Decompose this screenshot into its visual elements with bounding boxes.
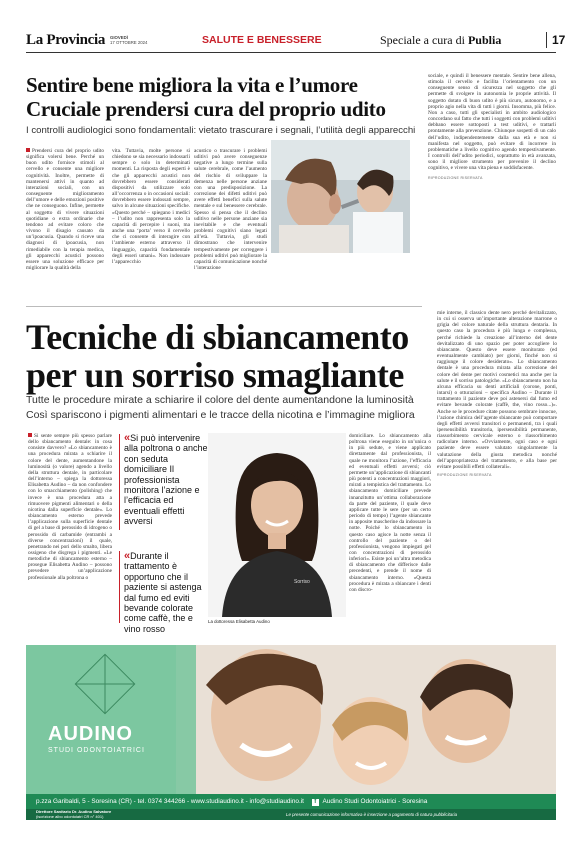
pull-quote-1 — [124, 433, 208, 527]
ad-social[interactable]: Audino Studi Odontoiatrici - Soresina — [322, 798, 428, 805]
hearing-exam-photo — [271, 140, 410, 253]
article1-column-1 — [26, 148, 104, 298]
ad-contact-bar — [26, 794, 556, 809]
section-title: SALUTE E BENESSERE — [202, 34, 322, 46]
article2-col4-text: mie interne, il classico dente nero perché devitalizzato, in cui si osserva un’importante alterazione marrone o grigia del colore naturale della struttura dentaria. In questo caso la procedura è più lunga e complessa, perché richiede la creazione all’interno del dente devitalizzato di uno spazio per poter accogliere lo sbiancante. Questo deve essere monitorato (ed eventualmente cambiato) per giorni, finché non si raggiunge il colore desiderato». Lo sbiancamento dentale è una procedura mirata alla correzione del colore del dente per motivi cosmetici ma anche per la salute e il sorriso patologiche. «Lo sbiancamento non ha alcuna efficacia su denti artificiali (corone, ponti, intarsi) o otturazioni – specifica Audino – Durante il trattamento il paziente deve poi astenersi dal fumo ed evitare bevande colorate (caffè, the, vino rosso...)». Anche se le procedure citate possono sembrare innocue, l’azione chimica dell’agente sbiancante può comportare degli effetti avversi transitori o permanenti, tra i quali ipersensibilità transitoria, ipersensibilità permanente, riassorbimento cervicale esterno o riassorbimento radicolare interno. «Ovviamente, ogni caso e ogni paziente deve essere valutato singolarmente la valutazione della giusta metodica nonché dell’appropriatezza del trattamento, e alla base per evitare possibili effetti collaterali». — [437, 310, 557, 470]
ad-contact[interactable]: p.zza Garibaldi, 5 - Soresina (CR) - tel. 0374 344266 - www.studiaudino.it - info@studiaudino.it — [36, 798, 304, 805]
article1-column-4 — [428, 73, 556, 303]
article1-column-3: acustico o trascurare i problemi uditivi può avere conseguenze negative a lungo termine sulla salute cerebrale, come l’aumento del rischio di sviluppare la demenza nelle persone anziane con una predisposizione. La correzione dei difetti uditivi può avere effetti benefici sulla salute mentale e sul benessere cerebrale. Spesso si pensa che il declino uditivo nelle persone anziane sia inevitabile e che eventuali problemi cognitivi siano legati all’età. Tuttavia, gli studi dimostrano che intervenire tempestivamente per correggere i problemi uditivi può migliorare la capacità di comunicazione nonché l’interazione — [194, 148, 267, 271]
hearing-exam-illustration — [271, 140, 410, 253]
ad-brand: AUDINO — [48, 723, 133, 745]
article2-title — [26, 318, 409, 394]
pull-quote-2 — [124, 551, 208, 634]
article2-col1-text: Si sente sempre più spesso parlare dello sbiancamento dentale: in cosa consiste davvero? «Lo sbiancamento è una procedura mirata a schiarire il colore del dente, aumentandone la luminosità (o valore) agendo a livello della struttura dentale, in particolare dell’interno – spiega la dottoressa Elisabetta Audino – da non confondere con lo smacchiamento (polishing) che invece è una procedura atta a rimuovere pigmenti alimentari o della nicotina dalla superficie dentale». Lo sbiancamento esterno prevede l’applicazione sulla superficie dentale di gel a base di perossido di idrogeno o perossido di carbamide (entrambi a diverse concentrazioni) il quale, penetrando nei pori dello smalto, libera ossigeno che disgrega i pigmenti. «Le metodiche di sbiancamento esterno – prosegue Elisabetta Audino – possono prevedere un’applicazione professionale alla poltrona o — [28, 433, 112, 581]
article1-title-line1: Sentire bene migliora la vita e l’umore — [26, 73, 358, 97]
quote-mark-icon: « — [124, 550, 131, 562]
dental-advertisement — [26, 645, 556, 820]
facebook-icon: f — [312, 799, 319, 806]
article2-column-1 — [28, 433, 112, 629]
quote-mark-icon: « — [124, 432, 131, 444]
weekday: GIOVEDÌ — [110, 35, 128, 40]
article2-subtitle — [26, 393, 415, 422]
article1-title-line2: Cruciale prendersi cura del proprio udito — [26, 97, 386, 121]
article1-col4-text: sociale, e quindi il benessere mentale. Sentire bene allena, stimola il cervello e facilita l’orientamento con un conseguente senso di sicurezza nel soggetto che gli permette di svolgere in autonomia le proprie attività. Il soggetto dotato di buon udito è più sicuro, autonomo, e a proprio agio nella vita di tutti i giorni. Insomma, più felice. Non a caso, tutti gli specialisti in ambito audiologico concordano sul fatto che tutti i soggetti con problemi uditivi debbano essere sottoposti a test uditivi, e trattarli prontamente alla prevenzione. Chiunque sospetti di un calo dell’udito, indipendentemente dalla sua età e non si manifesta nel soggetto, può evitare di incorrere in problematiche a livello cognitivo agendo tempestivamente. I controlli dell’udito periodici, soprattutto in età avanzata, sono il migliore strumento per prevenire il declino cognitivo, e vivere una vita piena e soddisfacente. — [428, 73, 556, 172]
article2-subtitle-line1: Tutte le procedure mirate a schiarire il colore del dente aumentandone la luminosità — [26, 394, 414, 406]
quote1-text: Si può intervenire alla poltrona o anche con seduta domiciliare Il professionista monitora l’azione e l’efficacia ed eventuali effetti avversi — [124, 433, 208, 527]
ad-photo-illustration — [26, 645, 556, 794]
bullet-square-icon — [28, 433, 32, 437]
article1-column-2: vita. Tuttavia, molte persone si chiedono se sia necessario indossarli sempre o solo in determinati momenti. La risposta degli esperti è che gli apparecchi acustici non dovrebbero essere considerati dispositivi da utilizzare solo all’occorrenza o in occasioni sociali: dovrebbero essere indossati sempre, salvo in alcune situazioni specifiche. «Questo perché – spiegano i medici – l’udito non rappresenta solo la capacità di percepire i suoni, ma anche una ‘porta’ verso il cervello che ci consente di interagire con l’ambiente esterno attraverso il linguaggio, capacità fondamentale degli esseri umani». Non indossare l’apparecchio — [112, 148, 190, 265]
doctor-portrait-photo — [208, 433, 346, 617]
article2-title-line2: per un sorriso smagliante — [26, 355, 404, 395]
svg-text:Sorriso: Sorriso — [294, 579, 310, 585]
article2-credit: RIPRODUZIONE RISERVATA — [437, 473, 492, 478]
article1-title — [26, 73, 386, 121]
article1-credit: RIPRODUZIONE RISERVATA — [428, 175, 483, 180]
ad-director — [36, 809, 111, 819]
article2-title-line1: Tecniche di sbiancamento — [26, 317, 409, 357]
doctor-portrait-illustration — [208, 433, 346, 617]
quote1-marker — [119, 434, 120, 530]
page-number: 17 — [552, 33, 566, 47]
quote2-marker — [119, 551, 120, 623]
ad-disclaimer: Le presente comunicazione informativa è inserzione a pagamento di natura pubblicitaria — [286, 812, 458, 817]
article2-column-3: domiciliare. Lo sbiancamento alla poltrona viene eseguito in un’unica o in più sedute, e viene applicato direttamente dal professionista, il quale ne monitora l’azione, l’efficacia ed eventuali effetti avversi; ciò permette un’applicazione di sbiancanti più potenti a concentrazioni maggiori, mirati a tempistica del trattamento. Lo sbiancamento domiciliare prevede innanzitutto un’ottima collaborazione da parte del paziente, il quale deve applicare tutte le sere (per un certo periodo di tempo) l’agente sbiancante in apposite mascherine da indossare la notte. Poiché lo sbiancamento in questo caso agisce la notte senza il controllo del paziente o del professionista, vengono impiegati gel con concentrazioni di perossido inferiori». Esiste poi un’altra metodica di sbiancamento che differisce dalle precedenti, e prende il nome di sbiancamento interno. «Questa procedura è mirata a sbiancare i denti con discro- — [349, 433, 431, 593]
issue-date — [110, 35, 147, 45]
article2-subtitle-line2: Così spariscono i pigmenti alimentari e le tracce della nicotina e l’immagine migliora — [26, 408, 415, 421]
ad-director-line2: (iscrizione albo odontoiatri CR n° 401) — [36, 814, 104, 820]
ad-tagline: STUDI ODONTOIATRICI — [48, 747, 145, 754]
article1-divider — [26, 306, 422, 307]
special-prefix: Speciale a cura di — [380, 33, 465, 47]
header-divider — [546, 32, 547, 48]
ad-footer — [26, 809, 556, 820]
special-credit — [380, 33, 501, 48]
quote2-text: Durante il trattamento è opportuno che il paziente si astenga dal fumo ed eviti bevande colorate come caffè, the e vino rosso — [124, 551, 202, 634]
header-rule — [26, 52, 556, 53]
article1-subtitle: I controlli audiologici sono fondamentali: vietato trascurare i segnali, l’utilità degli apparecchi — [26, 125, 416, 136]
article2-column-4 — [437, 310, 557, 628]
photo-caption: La dottoressa Elisabetta Audino — [208, 619, 270, 624]
article1-col1-text: Prendersi cura del proprio udito significa volersi bene. Perché un buon udito fornisce stimoli al cervello e consente una migliore cognitività. Inoltre, permette di mantenersi attivi in quanto ad interazioni sociali, con un conseguente miglioramento dell’umore e delle emozioni positive che ne conseguono. Infine, permette al soggetto di vivere situazioni quotidiane o extra ordinarie che tendono ad evitare coloro che vivono il disagio causato da un’ipoacusia. Quando si riceve una diagnosi di ipoacusia, non rimediabile con la terapia medica, gli apparecchi acustici possono essere una soluzione efficace per migliorare la qualità della — [26, 148, 104, 271]
bullet-square-icon — [26, 148, 30, 152]
newspaper-logo: La Provincia — [26, 32, 106, 48]
ad-director-line1: Direttore Sanitario Dr. Audino Salvatore — [36, 809, 112, 814]
special-brand: Publia — [467, 33, 502, 47]
date: 17 OTTOBRE 2024 — [110, 40, 148, 45]
page-header — [26, 32, 566, 52]
